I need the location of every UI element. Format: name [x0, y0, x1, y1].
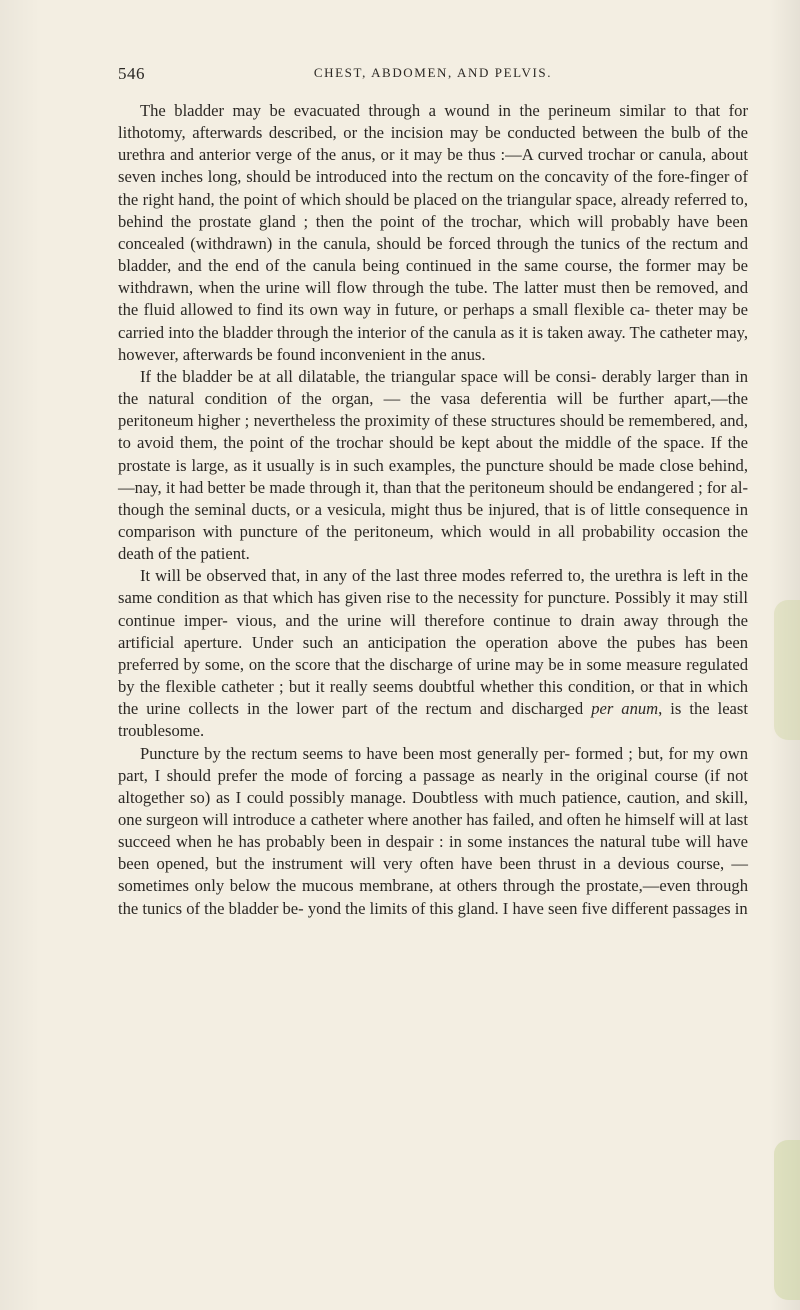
paragraph-3-text-after: , is the least troublesome.	[118, 699, 748, 741]
running-head: CHEST, ABDOMEN, AND PELVIS.	[313, 65, 553, 80]
paragraph-4: Puncture by the rectum seems to have been most generally per- formed ; but, for my own part, I should prefer the mode of forcing a passage as nearly in the original course (if not altogether so) as I could possibly manage. Doubtless with much patience, caution, and skill, one surgeon will introduce a catheter where another has failed, and often he himself will at last succeed when he has probably been in despair : in some instances the natural tube will have been opened, but the instrument will very often have been thrust in a devious course, — sometimes only below the mucous membrane, at others through the prostate,—even through the tunics of the bladder be- yond the limits of this gland. I have seen five different passages in	[118, 743, 748, 918]
body-text	[118, 100, 748, 920]
page-header	[118, 64, 748, 84]
paragraph-3-text-before: It will be observed that, in any of the last three modes referred to, the urethra is left in the same condition as that which has given rise to the necessity for puncture. Possibly it may still continue imper- vious, and the urine will therefore continue to drain away through the artificial aperture. Under such an anticipation the operation above the pubes has been preferred by some, on the score that the discharge of urine may be in some measure regulated by the flexible catheter ; but it really seems doubtful whether this condition, or that in which the urine collects in the lower part of the rectum and discharged	[118, 566, 748, 719]
paragraph-1: The bladder may be evacuated through a wound in the perineum similar to that for lithotomy, afterwards described, or the incision may be conducted between the bulb of the urethra and anterior verge of the anus, or it may be thus :—A curved trochar or canula, about seven inches long, should be introduced into the rectum on the concavity of the fore-finger of the right hand, the point of which should be placed on the triangular space, already referred to, behind the prostate gland ; then the point of the trochar, which will probably have been concealed (withdrawn) in the canula, should be forced through the tunics of the rectum and bladder, and the end of the canula being continued in the same course, the former may be withdrawn, when the urine will flow through the tube. The latter must then be removed, and the fluid allowed to find its own way in future, or perhaps a small flexible ca- theter may be carried into the bladder through the interior of the canula as it is taken away. The catheter may, however, afterwards be found inconvenient in the anus.	[118, 101, 748, 364]
page-stain	[774, 600, 800, 740]
paragraph-3	[118, 565, 748, 742]
paragraph-3-italic: per anum	[591, 699, 659, 719]
paragraph-2: If the bladder be at all dilatable, the triangular space will be consi- derably larger than in the natural condition of the organ, — the vasa deferentia will be further apart,—the peritoneum higher ; nevertheless the proximity of these structures should be remembered, and, to avoid them, the point of the trochar should be kept about the middle of the space. If the prostate is large, as it usually is in such examples, the puncture should be made close behind,—nay, it had better be made through it, than that the peritoneum should be endangered ; for al- though the seminal ducts, or a vesicula, might thus be injured, that is of little consequence in comparison with puncture of the peritoneum, which would in all probability occasion the death of the patient.	[118, 366, 748, 564]
page-number: 546	[118, 64, 145, 83]
page-stain	[774, 1140, 800, 1300]
